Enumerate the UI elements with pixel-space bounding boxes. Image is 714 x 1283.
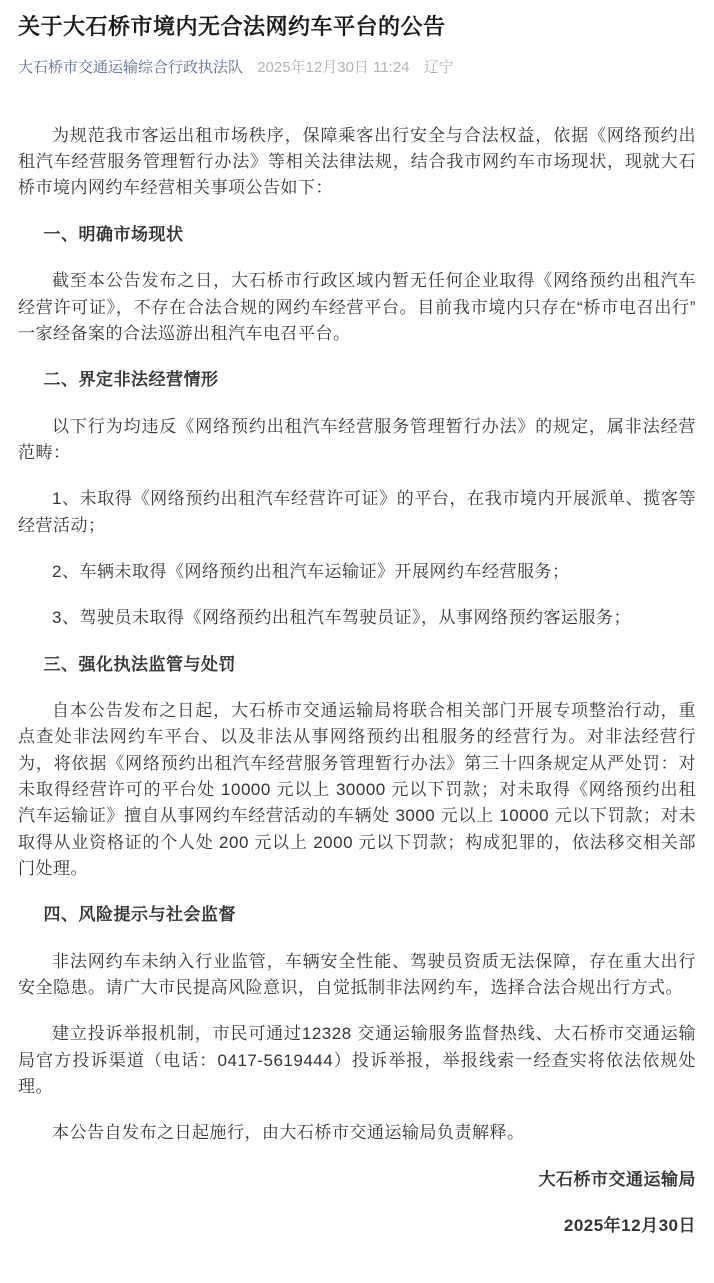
article-paragraph: 截至本公告发布之日，大石桥市行政区域内暂无任何企业取得《网络预约出租汽车经营许可证》，不存在合法合规的网约车经营平台。目前我市境内只存在“桥市电召出行”一家经备案的合法巡游出租汽车电召平台。 [18, 271, 696, 343]
section-heading: 三、强化执法监管与处罚 [43, 654, 236, 674]
publish-datetime: 2025年12月30日 11:24 [257, 58, 410, 76]
section-heading: 四、风险提示与社会监督 [43, 905, 236, 925]
article-body [18, 123, 696, 1240]
article-paragraph: 1、未取得《网络预约出租汽车经营许可证》的平台，在我市境内开展派单、揽客等经营活动； [18, 489, 696, 535]
byline [18, 57, 696, 78]
article-paragraph: 3、驾驶员未取得《网络预约出租汽车驾驶员证》，从事网络预约客运服务； [52, 608, 631, 628]
signature-line: 大石桥市交通运输局 [538, 1169, 696, 1189]
article-paragraph: 2、车辆未取得《网络预约出租汽车运输证》开展网约车经营服务； [52, 561, 570, 581]
article-paragraph: 本公告自发布之日起施行，由大石桥市交通运输局负责解释。 [52, 1123, 525, 1143]
section-heading: 一、明确市场现状 [43, 224, 184, 244]
section-heading: 二、界定非法经营情形 [43, 370, 219, 390]
signature-line: 2025年12月30日 [563, 1216, 696, 1236]
article-paragraph: 自本公告发布之日起，大石桥市交通运输局将联合相关部门开展专项整治行动，重点查处非法网约车平台、以及非法从事网络预约出租服务的经营行为。对非法经营行为，将依据《网络预约出租汽车经营服务管理暂行办法》第三十四条规定从严处罚：对未取得经营许可的平台处 10000 元以上 30000 元以下罚款；对未取得《网络预约出租汽车运输证》擅自从事网约车经营活动的车辆处 3000 元以上 10000 元以下罚款；对未取得从业资格证的个人处 200 元以上 2000 元以下罚款；构成犯罪的，依法移交相关部门处理。 [18, 700, 696, 879]
publish-region: 辽宁 [423, 58, 454, 76]
page-title: 关于大石桥市境内无合法网约车平台的公告 [18, 14, 446, 39]
account-name-link[interactable]: 大石桥市交通运输综合行政执法队 [18, 58, 244, 76]
article-paragraph: 建立投诉举报机制，市民可通过12328 交通运输服务监督热线、大石桥市交通运输局官方投诉渠道（电话：0417-5619444）投诉举报，举报线索一经查实将依法依规处理。 [18, 1024, 696, 1097]
article-paragraph: 为规范我市客运出租市场秩序，保障乘客出行安全与合法权益，依据《网络预约出租汽车经营服务管理暂行办法》等相关法律法规，结合我市网约车市场现状，现就大石桥市境内网约车经营相关事项公告如下： [18, 125, 696, 198]
article-paragraph: 以下行为均违反《网络预约出租汽车经营服务管理暂行办法》的规定，属非法经营范畴： [18, 416, 696, 462]
article-paragraph: 非法网约车未纳入行业监管，车辆安全性能、驾驶员资质无法保障，存在重大出行安全隐患。请广大市民提高风险意识，自觉抵制非法网约车，选择合法合规出行方式。 [18, 951, 696, 998]
